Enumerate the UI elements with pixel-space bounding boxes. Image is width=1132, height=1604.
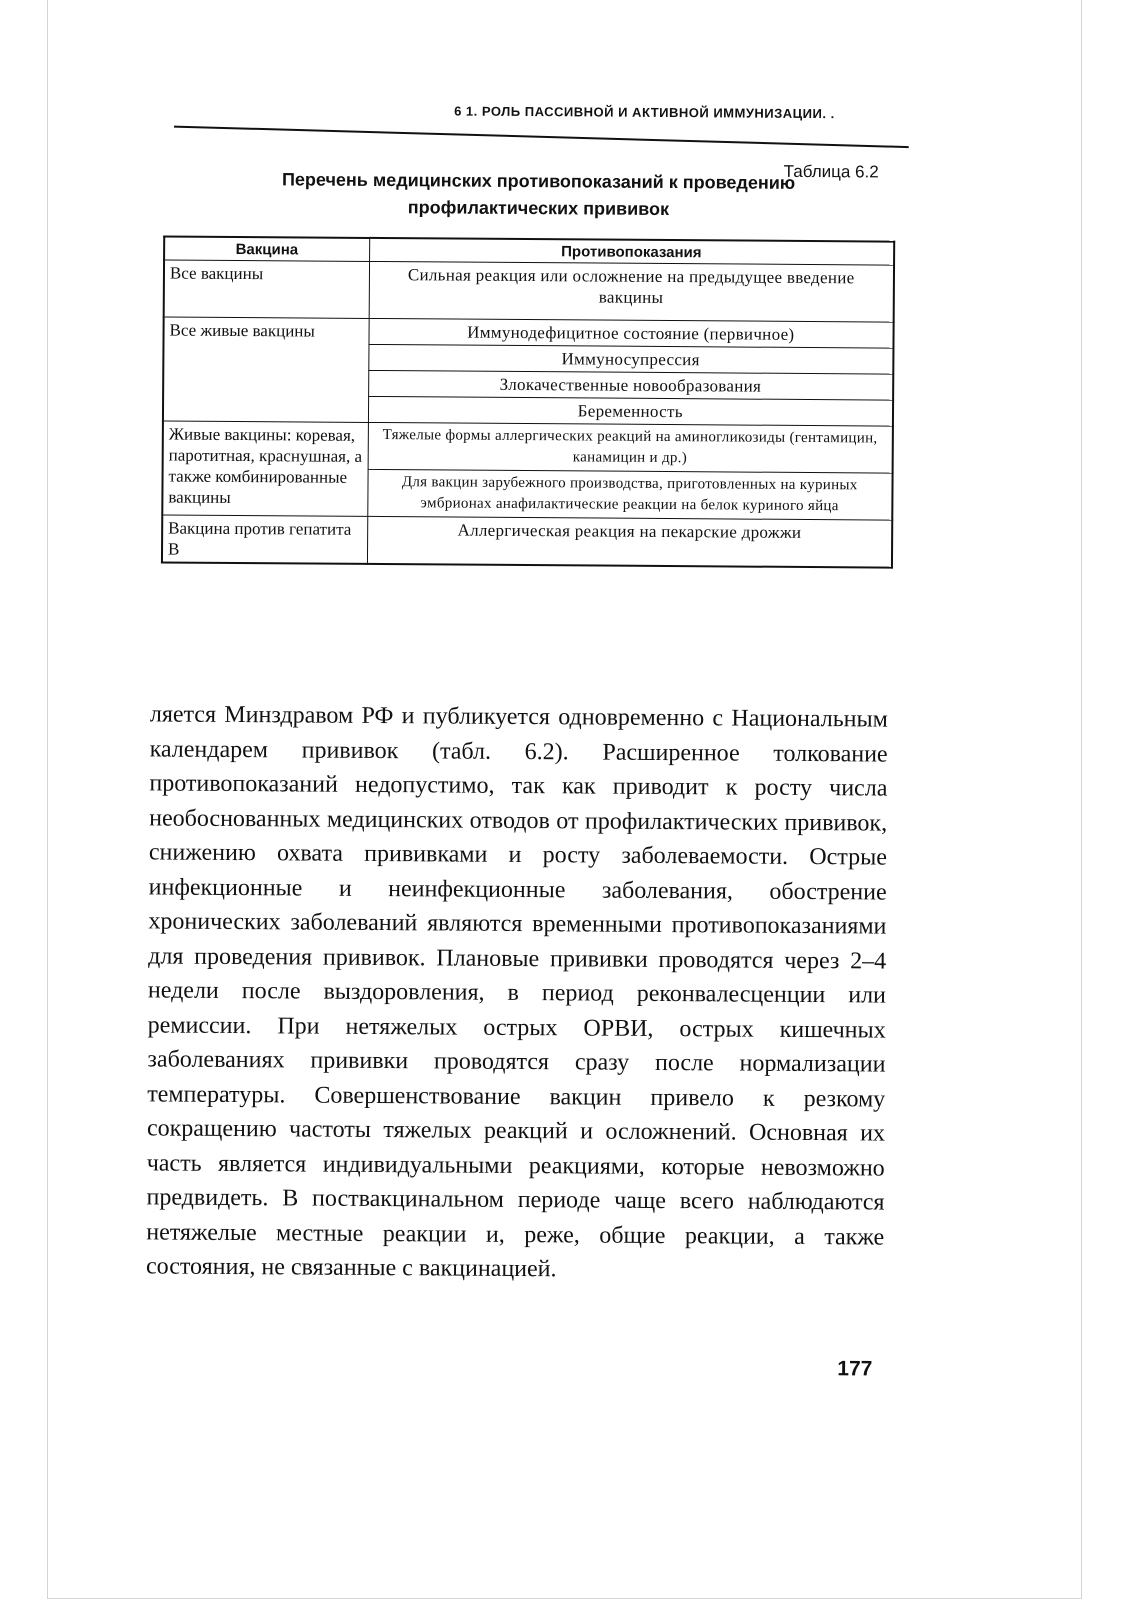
contraindication-cell: Тяжелые формы аллергических реакций на аминогликозиды (гентамицин, канамицин и др.)	[368, 422, 893, 473]
running-header: 6 1. РОЛЬ ПАССИВНОЙ И АКТИВНОЙ ИММУНИЗАЦИИ. .	[454, 103, 835, 122]
column-header-vaccine: Вакцина	[164, 237, 369, 262]
page-number: 177	[837, 1357, 873, 1381]
table-row	[164, 260, 894, 322]
body-text	[146, 697, 888, 1289]
contraindications-table	[161, 235, 895, 568]
column-header-contraindications: Противопоказания	[369, 238, 894, 265]
contraindication-cell: Сильная реакция или осложнение на предыдущее введение вакцины	[369, 261, 894, 322]
vaccine-cell: Вакцина против гепатита B	[162, 515, 367, 564]
vaccine-cell: Все вакцины	[164, 260, 369, 318]
vaccine-cell: Все живые вакцины	[163, 317, 369, 422]
table-number: Таблица 6.2	[783, 161, 879, 182]
table-row	[162, 515, 892, 568]
contraindication-cell: Злокачественные новообразования	[368, 370, 893, 400]
table-row	[163, 421, 893, 473]
contraindication-cell: Для вакцин зарубежного производства, приготовленных на куриных эмбрионах анафилактические реакции на белок куриного яйца	[367, 469, 892, 520]
table-title	[188, 166, 888, 225]
contraindication-cell: Иммуносупрессия	[368, 344, 893, 374]
table-title-line-2: профилактических прививок	[407, 197, 670, 220]
contraindication-cell: Беременность	[368, 396, 893, 426]
table-row	[163, 317, 893, 348]
body-paragraph: ляется Минздравом РФ и публикуется одновременно с Национальным календарем прививок (табл. 6.2). Расширенное толкование противопоказаний недопустимо, так как приводит к росту числа необоснованных медицинских отводов от профилактических прививок, снижению охвата прививками и росту заболеваемости. Острые инфекционные и неинфекционные заболевания, обострение хронических заболеваний являются временными противопоказаниями для проведения прививок. Плановые прививки проводятся через 2–4 недели после выздоровления, в период реконвалесценции или ремиссии. При нетяжелых острых ОРВИ, острых кишечных заболеваниях прививки проводятся сразу после нормализации температуры. Совершенствование вакцин привело к резкому сокращению частоты тяжелых реакций и осложнений. Основная их часть является индивидуальными реакциями, которые невозможно предвидеть. В поствакцинальном периоде чаще всего наблюдаются нетяжелые местные реакции и, реже, общие реакции, а также состояния, не связанные с вакцинацией.	[145, 701, 888, 1283]
contraindication-cell: Иммунодефицитное состояние (первичное)	[368, 318, 893, 348]
table-title-line-1: Перечень медицинских противопоказаний к проведению	[281, 169, 796, 193]
header-rule	[174, 126, 909, 149]
vaccine-cell: Живые вакцины: коревая, паротитная, краснушная, а также комбинированные вакцины	[162, 421, 368, 516]
contraindication-cell: Аллергическая реакция на пекарские дрожжи	[367, 516, 892, 567]
